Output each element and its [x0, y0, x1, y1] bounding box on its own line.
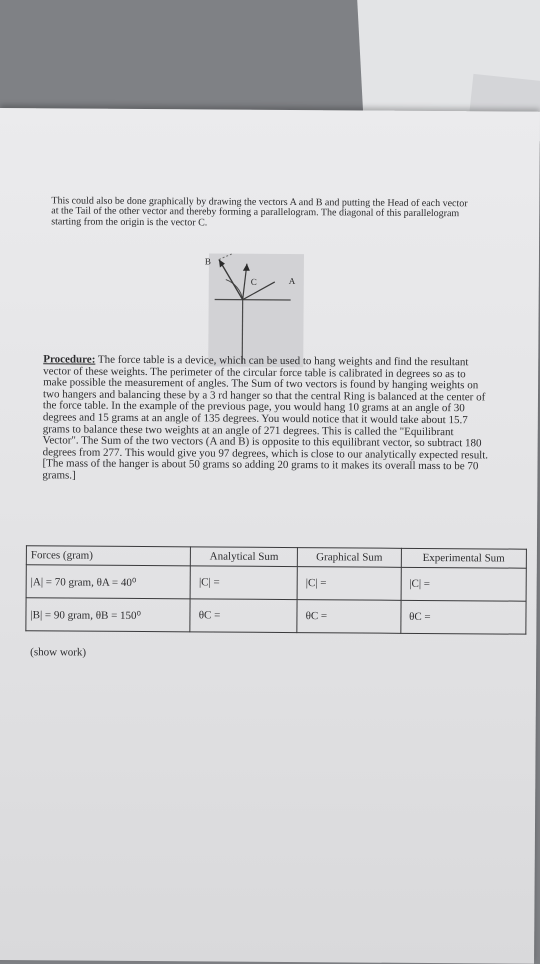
x-axis-line — [215, 300, 291, 301]
vector-c-arrowhead — [243, 264, 250, 271]
vector-diagram — [208, 253, 304, 367]
experimental-angle-cell: θC = — [400, 600, 526, 634]
experimental-magnitude-cell: |C| = — [401, 567, 527, 601]
table-row — [26, 565, 526, 601]
header-forces: Forces (gram) — [26, 546, 190, 566]
show-work-note: (show work) — [30, 646, 86, 658]
vector-diagram-figure — [208, 253, 304, 367]
procedure-text: The force table is a device, which can be used to hang weights and find the resultant vector of these weights. The perimeter of the circular force table is calibrated in degrees so as to make possible the measurement of angles. The Sum of two vectors is found by hanging weights on two hangers and balancing these by a 3 rd hanger so that the central Ring is balanced at the center of the force table. In the example of the previous page, you would hang 10 grams at an angle of 30 degrees and 15 grams at an angle of 135 degrees. You would notice that it would take about 15.7 grams to balance these two weights at an angle of 271 degrees. This is called the "Equilibrant Vector". The Sum of the two vectors (A and B) is opposite to this equilibrant vector, so subtract 180 degrees from 277. This would give you 97 degrees, which is close to our analytically expected result. [The mass of the hanger is about 50 grams so adding 20 grams to it makes its overall mass to be 70 grams.] — [42, 354, 488, 482]
label-b: B — [205, 256, 211, 266]
label-c: C — [251, 277, 257, 287]
procedure-heading: Procedure: — [43, 353, 95, 365]
table-row — [26, 598, 526, 634]
analytical-magnitude-cell: |C| = — [190, 566, 297, 600]
vector-a-line — [243, 282, 275, 300]
label-a: A — [289, 276, 296, 286]
procedure-paragraph — [42, 354, 489, 485]
results-table — [25, 545, 527, 634]
graphical-angle-cell: θC = — [297, 600, 401, 634]
header-graphical-sum: Graphical Sum — [297, 548, 401, 568]
force-b-cell: |B| = 90 gram, θB = 150⁰ — [26, 598, 191, 632]
force-a-cell: |A| = 70 gram, θA = 40⁰ — [26, 565, 191, 599]
document-page — [0, 108, 540, 964]
intro-paragraph: This could also be done graphically by drawing the vectors A and B and putting the Head of each vector at the Tail of the other vector and thereby forming a parallelogram. The diagonal of this parallelogram starting from the origin is the vector C. — [51, 196, 476, 230]
parallelogram-side — [219, 253, 255, 259]
graphical-magnitude-cell: |C| = — [297, 567, 401, 601]
analytical-angle-cell: θC = — [190, 599, 297, 633]
header-analytical-sum: Analytical Sum — [191, 547, 298, 567]
header-experimental-sum: Experimental Sum — [401, 548, 526, 568]
vector-b-arrowhead — [219, 260, 225, 268]
